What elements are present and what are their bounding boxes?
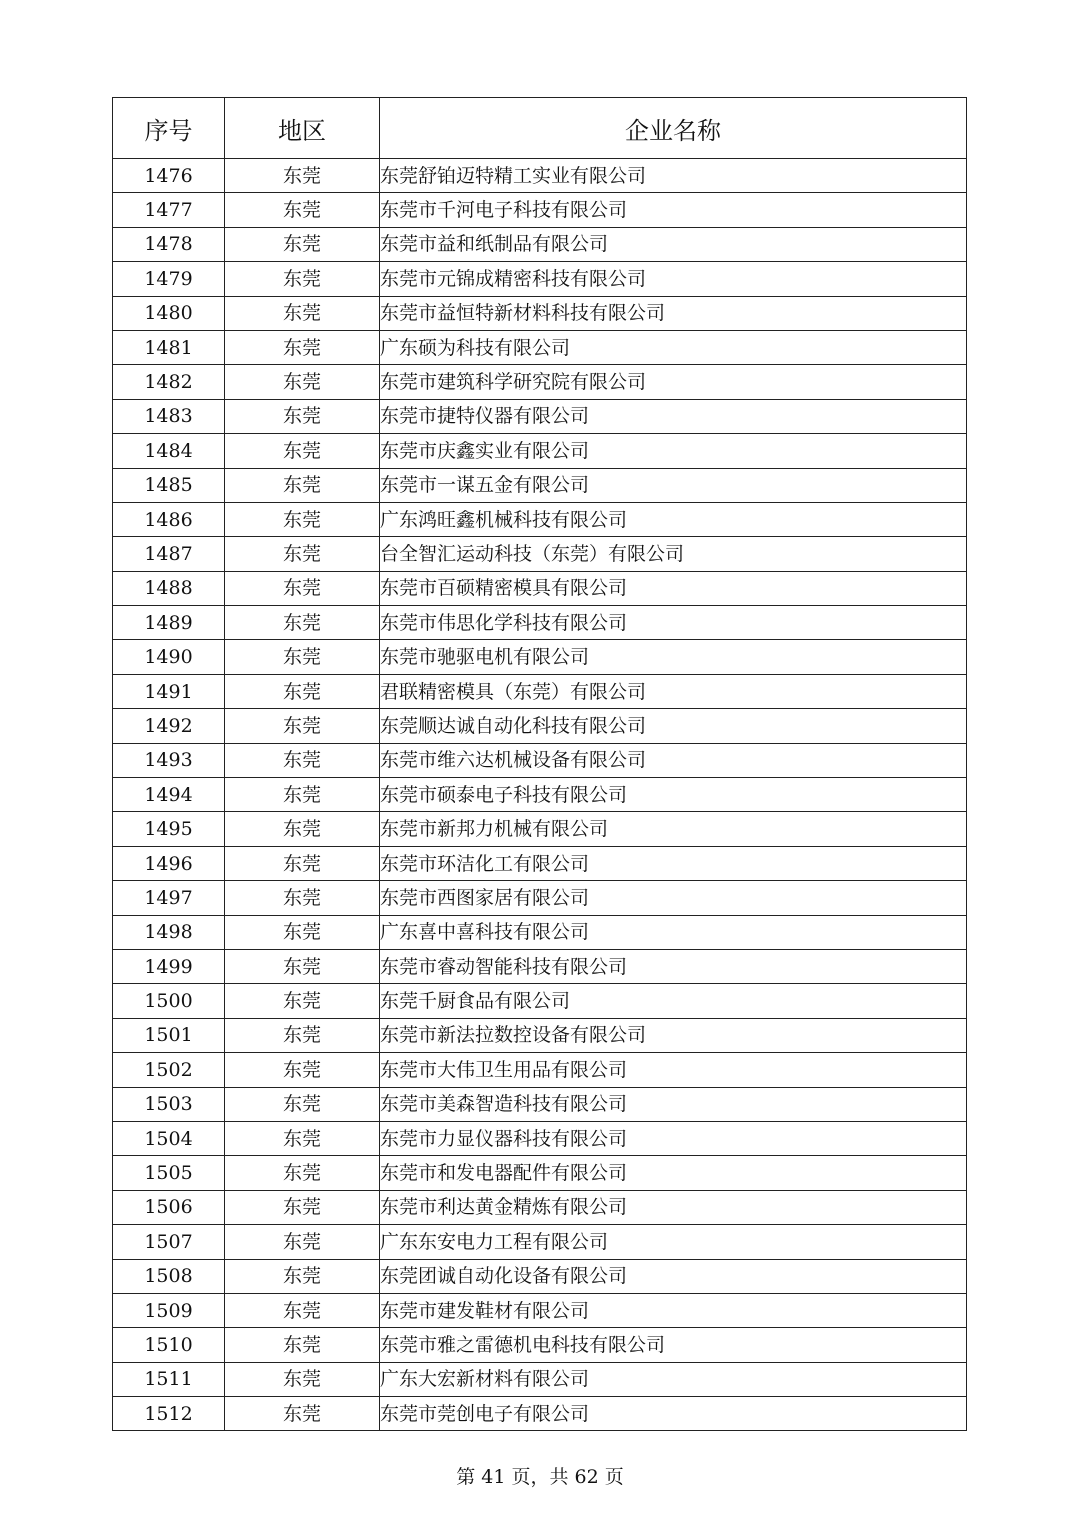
region-cell: 东莞	[225, 640, 380, 674]
table-row	[113, 1087, 967, 1121]
region-cell: 东莞	[225, 1328, 380, 1362]
serial-number-cell: 1481	[113, 330, 225, 364]
header-region: 地区	[225, 98, 380, 159]
company-name-cell: 东莞市一谋五金有限公司	[380, 468, 967, 502]
serial-number-cell: 1478	[113, 227, 225, 261]
serial-number-cell: 1501	[113, 1018, 225, 1052]
table-header-row	[113, 98, 967, 159]
company-name-cell: 东莞市环洁化工有限公司	[380, 846, 967, 880]
company-name-cell: 东莞市新邦力机械有限公司	[380, 812, 967, 846]
company-name-cell: 广东鸿旺鑫机械科技有限公司	[380, 502, 967, 536]
company-name-cell: 广东东安电力工程有限公司	[380, 1225, 967, 1259]
region-cell: 东莞	[225, 1053, 380, 1087]
table-row	[113, 1190, 967, 1224]
region-cell: 东莞	[225, 881, 380, 915]
table-body	[113, 159, 967, 1431]
table-row	[113, 674, 967, 708]
region-cell: 东莞	[225, 1121, 380, 1155]
table-row	[113, 709, 967, 743]
company-name-cell: 东莞市庆鑫实业有限公司	[380, 434, 967, 468]
serial-number-cell: 1508	[113, 1259, 225, 1293]
serial-number-cell: 1503	[113, 1087, 225, 1121]
serial-number-cell: 1505	[113, 1156, 225, 1190]
region-cell: 东莞	[225, 468, 380, 502]
table-row	[113, 571, 967, 605]
serial-number-cell: 1486	[113, 502, 225, 536]
region-cell: 东莞	[225, 1018, 380, 1052]
table-row	[113, 262, 967, 296]
table-row	[113, 881, 967, 915]
serial-number-cell: 1479	[113, 262, 225, 296]
table-row	[113, 1053, 967, 1087]
table-row	[113, 778, 967, 812]
company-name-cell: 东莞市力显仪器科技有限公司	[380, 1121, 967, 1155]
company-list-table	[112, 97, 967, 1431]
serial-number-cell: 1477	[113, 193, 225, 227]
serial-number-cell: 1485	[113, 468, 225, 502]
table-row	[113, 1259, 967, 1293]
region-cell: 东莞	[225, 537, 380, 571]
company-name-cell: 东莞市千河电子科技有限公司	[380, 193, 967, 227]
table-row	[113, 330, 967, 364]
region-cell: 东莞	[225, 262, 380, 296]
serial-number-cell: 1491	[113, 674, 225, 708]
table-row	[113, 537, 967, 571]
region-cell: 东莞	[225, 1225, 380, 1259]
serial-number-cell: 1500	[113, 984, 225, 1018]
table-row	[113, 606, 967, 640]
company-name-cell: 东莞市维六达机械设备有限公司	[380, 743, 967, 777]
table-row	[113, 434, 967, 468]
table-row	[113, 812, 967, 846]
table-row	[113, 1328, 967, 1362]
company-name-cell: 东莞市益和纸制品有限公司	[380, 227, 967, 261]
company-name-cell: 东莞市西图家居有限公司	[380, 881, 967, 915]
region-cell: 东莞	[225, 296, 380, 330]
company-name-cell: 君联精密模具（东莞）有限公司	[380, 674, 967, 708]
region-cell: 东莞	[225, 1087, 380, 1121]
company-name-cell: 东莞市雅之雷德机电科技有限公司	[380, 1328, 967, 1362]
serial-number-cell: 1497	[113, 881, 225, 915]
company-name-cell: 东莞市大伟卫生用品有限公司	[380, 1053, 967, 1087]
table-row	[113, 227, 967, 261]
region-cell: 东莞	[225, 434, 380, 468]
company-name-cell: 东莞市利达黄金精炼有限公司	[380, 1190, 967, 1224]
table-row	[113, 949, 967, 983]
region-cell: 东莞	[225, 1259, 380, 1293]
region-cell: 东莞	[225, 571, 380, 605]
region-cell: 东莞	[225, 709, 380, 743]
region-cell: 东莞	[225, 949, 380, 983]
region-cell: 东莞	[225, 365, 380, 399]
company-name-cell: 东莞舒铂迈特精工实业有限公司	[380, 159, 967, 193]
serial-number-cell: 1494	[113, 778, 225, 812]
region-cell: 东莞	[225, 1293, 380, 1327]
serial-number-cell: 1487	[113, 537, 225, 571]
table-row	[113, 1156, 967, 1190]
region-cell: 东莞	[225, 193, 380, 227]
company-name-cell: 东莞顺达诚自动化科技有限公司	[380, 709, 967, 743]
table-row	[113, 640, 967, 674]
table-row	[113, 1397, 967, 1431]
region-cell: 东莞	[225, 399, 380, 433]
company-name-cell: 东莞市莞创电子有限公司	[380, 1397, 967, 1431]
region-cell: 东莞	[225, 812, 380, 846]
region-cell: 东莞	[225, 778, 380, 812]
region-cell: 东莞	[225, 606, 380, 640]
region-cell: 东莞	[225, 674, 380, 708]
serial-number-cell: 1480	[113, 296, 225, 330]
region-cell: 东莞	[225, 227, 380, 261]
table-row	[113, 915, 967, 949]
table-row	[113, 1121, 967, 1155]
company-name-cell: 东莞市益恒特新材料科技有限公司	[380, 296, 967, 330]
serial-number-cell: 1492	[113, 709, 225, 743]
header-company-name: 企业名称	[380, 98, 967, 159]
serial-number-cell: 1512	[113, 1397, 225, 1431]
serial-number-cell: 1507	[113, 1225, 225, 1259]
serial-number-cell: 1483	[113, 399, 225, 433]
serial-number-cell: 1496	[113, 846, 225, 880]
serial-number-cell: 1488	[113, 571, 225, 605]
company-name-cell: 台全智汇运动科技（东莞）有限公司	[380, 537, 967, 571]
serial-number-cell: 1490	[113, 640, 225, 674]
serial-number-cell: 1502	[113, 1053, 225, 1087]
company-name-cell: 东莞千厨食品有限公司	[380, 984, 967, 1018]
table-row	[113, 743, 967, 777]
serial-number-cell: 1476	[113, 159, 225, 193]
serial-number-cell: 1499	[113, 949, 225, 983]
region-cell: 东莞	[225, 1397, 380, 1431]
company-name-cell: 东莞市元锦成精密科技有限公司	[380, 262, 967, 296]
table-row	[113, 1018, 967, 1052]
region-cell: 东莞	[225, 984, 380, 1018]
region-cell: 东莞	[225, 915, 380, 949]
table-row	[113, 846, 967, 880]
company-name-cell: 广东硕为科技有限公司	[380, 330, 967, 364]
table-row	[113, 1225, 967, 1259]
region-cell: 东莞	[225, 743, 380, 777]
company-name-cell: 东莞市建筑科学研究院有限公司	[380, 365, 967, 399]
region-cell: 东莞	[225, 1362, 380, 1396]
company-name-cell: 东莞市建发鞋材有限公司	[380, 1293, 967, 1327]
table-row	[113, 502, 967, 536]
serial-number-cell: 1482	[113, 365, 225, 399]
table-row	[113, 365, 967, 399]
serial-number-cell: 1493	[113, 743, 225, 777]
company-name-cell: 广东大宏新材料有限公司	[380, 1362, 967, 1396]
region-cell: 东莞	[225, 502, 380, 536]
table-row	[113, 193, 967, 227]
region-cell: 东莞	[225, 330, 380, 364]
company-name-cell: 东莞市硕泰电子科技有限公司	[380, 778, 967, 812]
company-name-cell: 东莞市美森智造科技有限公司	[380, 1087, 967, 1121]
serial-number-cell: 1509	[113, 1293, 225, 1327]
serial-number-cell: 1495	[113, 812, 225, 846]
table-row	[113, 399, 967, 433]
serial-number-cell: 1498	[113, 915, 225, 949]
company-name-cell: 东莞市驰驱电机有限公司	[380, 640, 967, 674]
company-name-cell: 东莞市百硕精密模具有限公司	[380, 571, 967, 605]
serial-number-cell: 1511	[113, 1362, 225, 1396]
company-name-cell: 东莞市睿动智能科技有限公司	[380, 949, 967, 983]
company-name-cell: 东莞市捷特仪器有限公司	[380, 399, 967, 433]
company-name-cell: 东莞市和发电器配件有限公司	[380, 1156, 967, 1190]
header-serial-number: 序号	[113, 98, 225, 159]
table-row	[113, 1362, 967, 1396]
company-name-cell: 东莞市新法拉数控设备有限公司	[380, 1018, 967, 1052]
company-name-cell: 东莞团诚自动化设备有限公司	[380, 1259, 967, 1293]
serial-number-cell: 1484	[113, 434, 225, 468]
company-name-cell: 东莞市伟思化学科技有限公司	[380, 606, 967, 640]
region-cell: 东莞	[225, 1190, 380, 1224]
table-row	[113, 296, 967, 330]
page-footer: 第 41 页，共 62 页	[456, 1466, 624, 1488]
table-row	[113, 159, 967, 193]
serial-number-cell: 1504	[113, 1121, 225, 1155]
serial-number-cell: 1506	[113, 1190, 225, 1224]
table-row	[113, 984, 967, 1018]
region-cell: 东莞	[225, 846, 380, 880]
region-cell: 东莞	[225, 1156, 380, 1190]
table-row	[113, 468, 967, 502]
region-cell: 东莞	[225, 159, 380, 193]
serial-number-cell: 1510	[113, 1328, 225, 1362]
table-row	[113, 1293, 967, 1327]
serial-number-cell: 1489	[113, 606, 225, 640]
company-name-cell: 广东喜中喜科技有限公司	[380, 915, 967, 949]
